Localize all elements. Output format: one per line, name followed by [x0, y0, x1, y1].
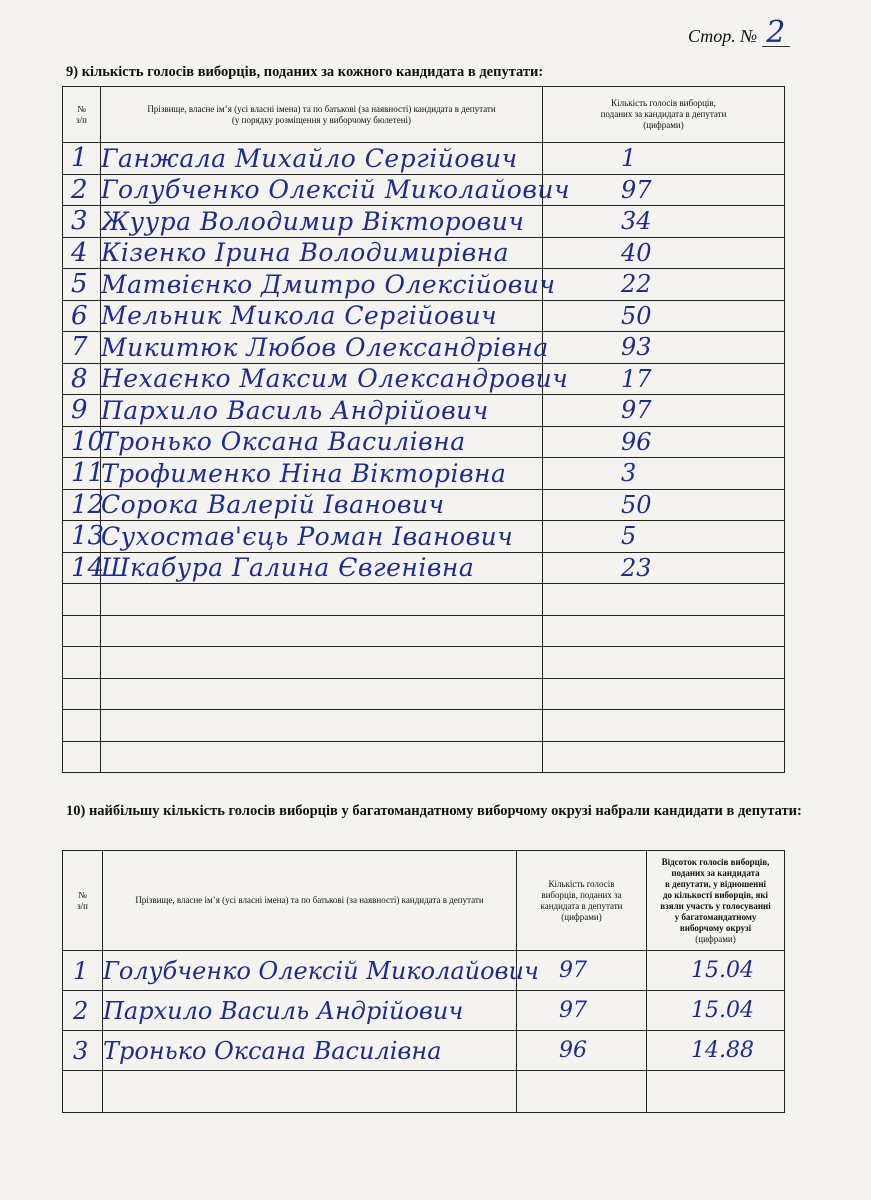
cell-votes: 17 — [543, 363, 785, 395]
header-number: № з/п — [63, 851, 103, 951]
cell-percent: 15.04 — [647, 991, 785, 1031]
cell-number: 11 — [63, 458, 101, 490]
cell-number: 3 — [63, 206, 101, 238]
cell-number — [63, 615, 101, 647]
cell-votes: 22 — [543, 269, 785, 301]
table-row — [63, 174, 785, 206]
table-row — [63, 237, 785, 269]
table-row — [63, 584, 785, 616]
cell-name: Голубченко Олексій Миколайович — [101, 175, 571, 205]
cell-votes — [543, 615, 785, 647]
cell-name — [101, 584, 543, 616]
cell-votes: 97 — [543, 395, 785, 427]
cell-name: Нехаєнко Максим Олександрович — [101, 364, 569, 394]
table-row — [63, 426, 785, 458]
table-header-row — [63, 87, 785, 143]
cell-name — [101, 647, 543, 679]
cell-number — [63, 1071, 103, 1113]
cell-number: 2 — [63, 174, 101, 206]
table-row — [63, 395, 785, 427]
cell-number: 2 — [63, 991, 103, 1031]
cell-number — [63, 678, 101, 710]
cell-name: Шкабура Галина Євгенівна — [101, 552, 543, 584]
table-row — [63, 678, 785, 710]
top-candidates-table — [62, 850, 785, 1113]
cell-votes: 93 — [543, 332, 785, 364]
table-row — [63, 552, 785, 584]
cell-votes: 1 — [543, 143, 785, 175]
cell-number: 5 — [63, 269, 101, 301]
cell-name: Тронько Оксана Василівна — [101, 426, 543, 458]
cell-name: Пархило Василь Андрійович — [103, 991, 517, 1031]
table-row — [63, 363, 785, 395]
table-row — [63, 300, 785, 332]
page-number-value: 2 — [762, 20, 790, 47]
table-row — [63, 521, 785, 553]
cell-number: 14 — [63, 552, 101, 584]
table-row — [63, 489, 785, 521]
cell-name: Пархило Василь Андрійович — [101, 395, 543, 427]
cell-votes: 96 — [543, 426, 785, 458]
cell-name: Тронько Оксана Василівна — [103, 1031, 517, 1071]
cell-name: Голубченко Олексій Миколайович — [103, 951, 517, 991]
table-row — [63, 1071, 785, 1113]
cell-percent: 15.04 — [647, 951, 785, 991]
header-votes: Кількість голосів виборців, поданих за кандидата в депутати (цифрами) — [543, 87, 785, 143]
page-number — [688, 15, 790, 50]
cell-number: 1 — [63, 951, 103, 991]
cell-number — [63, 647, 101, 679]
cell-number — [63, 584, 101, 616]
cell-number — [63, 710, 101, 742]
candidate-votes-table — [62, 86, 785, 773]
cell-number: 9 — [63, 395, 101, 427]
cell-number: 8 — [63, 363, 101, 395]
header-candidate-name: Прізвище, власне ім’я (усі власні імена) та по батькові (за наявності) кандидата в депутати (у порядку розміщення у виборчому бюлетені) — [101, 87, 543, 143]
cell-votes: 50 — [543, 489, 785, 521]
cell-votes — [543, 710, 785, 742]
header-percent: Відсоток голосів виборців, поданих за кандидата в депутати, у відношенні до кількості виборців, які взяли участь у голосуванні у багатомандатному виборчому окрузі (цифрами) — [647, 851, 785, 951]
table-row — [63, 647, 785, 679]
cell-votes — [543, 647, 785, 679]
cell-name: Матвієнко Дмитро Олексійович — [101, 269, 556, 299]
cell-votes — [543, 678, 785, 710]
cell-percent: 14.88 — [647, 1031, 785, 1071]
cell-number — [63, 741, 101, 773]
table-row — [63, 332, 785, 364]
cell-votes: 34 — [543, 206, 785, 238]
cell-votes: 96 — [517, 1031, 647, 1071]
page-number-label: Стор. № — [688, 26, 758, 46]
cell-number: 6 — [63, 300, 101, 332]
cell-name — [101, 741, 543, 773]
cell-name — [101, 678, 543, 710]
table-row — [63, 269, 785, 301]
cell-votes: 97 — [517, 951, 647, 991]
cell-name — [101, 615, 543, 647]
cell-name — [103, 1071, 517, 1113]
section-9-title: 9) кількість голосів виборців, поданих за кожного кандидата в депутати: — [66, 64, 544, 80]
cell-number: 1 — [63, 143, 101, 175]
cell-name: Мельник Микола Сергійович — [101, 300, 543, 332]
header-number: № з/п — [63, 87, 101, 143]
cell-name: Сухостав'єць Роман Іванович — [101, 521, 543, 553]
cell-name: Кізенко Ірина Володимирівна — [101, 237, 543, 269]
table-row — [63, 143, 785, 175]
cell-votes: 23 — [543, 552, 785, 584]
cell-votes — [543, 584, 785, 616]
cell-number: 4 — [63, 237, 101, 269]
cell-number: 7 — [63, 332, 101, 364]
cell-votes — [543, 741, 785, 773]
section-10-title: 10) найбільшу кількість голосів виборців у багатомандатному виборчому окрузі набрали кандидати в депутати: — [66, 803, 802, 819]
cell-votes: 50 — [543, 300, 785, 332]
table-row — [63, 458, 785, 490]
table-row — [63, 206, 785, 238]
cell-name — [101, 710, 543, 742]
table-row — [63, 710, 785, 742]
table-header-row — [63, 851, 785, 951]
cell-number: 13 — [63, 521, 101, 553]
cell-votes: 97 — [543, 174, 785, 206]
cell-votes: 97 — [517, 991, 647, 1031]
table-row — [63, 741, 785, 773]
header-votes: Кількість голосів виборців, поданих за кандидата в депутати (цифрами) — [517, 851, 647, 951]
cell-name: Ганжала Михайло Сергійович — [101, 143, 543, 175]
header-candidate-name: Прізвище, власне ім’я (усі власні імена) та по батькові (за наявності) кандидата в депутати — [103, 851, 517, 951]
cell-name: Трофименко Ніна Вікторівна — [101, 458, 543, 490]
cell-number: 12 — [63, 489, 101, 521]
cell-name: Сорока Валерій Іванович — [101, 489, 543, 521]
cell-votes: 5 — [543, 521, 785, 553]
cell-number: 10 — [63, 426, 101, 458]
cell-number: 3 — [63, 1031, 103, 1071]
table-row — [63, 951, 785, 991]
cell-votes: 3 — [543, 458, 785, 490]
cell-name: Жуура Володимир Вікторович — [101, 206, 543, 238]
table-row — [63, 1031, 785, 1071]
cell-name: Микитюк Любов Олександрівна — [101, 332, 549, 362]
cell-percent — [647, 1071, 785, 1113]
cell-votes: 40 — [543, 237, 785, 269]
table-row — [63, 991, 785, 1031]
cell-votes — [517, 1071, 647, 1113]
table-row — [63, 615, 785, 647]
